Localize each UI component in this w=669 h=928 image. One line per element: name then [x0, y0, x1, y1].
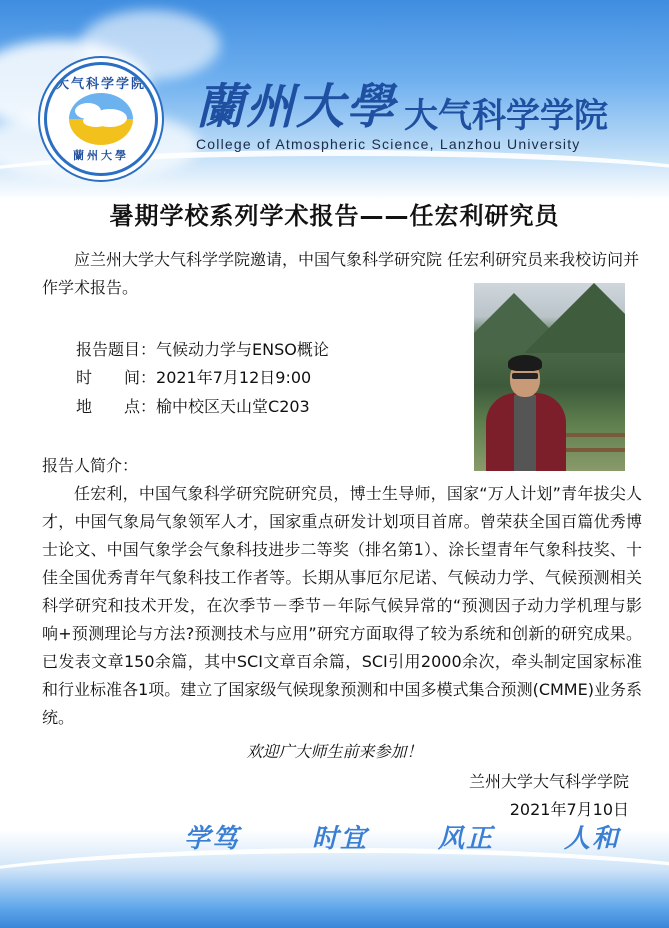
university-seal-logo [44, 62, 158, 176]
info-time-label: 时 间： [76, 368, 157, 387]
motto-3: 风正 [438, 824, 495, 854]
motto-4: 人和 [564, 824, 621, 854]
page-title: 暑期学校系列学术报告——任宏利研究员 [109, 202, 560, 230]
info-topic-value: 气候动力学与ENSO概论 [156, 340, 329, 359]
bio-heading: 报告人简介： [42, 456, 139, 475]
signature-date: 2021年7月10日 [509, 800, 629, 819]
logo-emblem-icon [69, 93, 133, 145]
info-location-label: 地 点： [76, 397, 157, 416]
logo-top-text: 大气科学学院 [55, 77, 146, 92]
speaker-photo [474, 283, 625, 471]
railing [562, 448, 625, 452]
signature-org: 兰州大学大气科学学院 [468, 772, 629, 791]
info-topic [76, 336, 456, 364]
railing [562, 433, 625, 437]
english-college-name: College of Atmospheric Science, Lanzhou University [196, 136, 581, 152]
footer-swoosh [0, 848, 669, 928]
info-topic-label: 报告题目： [76, 340, 157, 359]
bio-paragraph: 任宏利，中国气象科学研究院研究员，博士生导师，国家“万人计划”青年拔尖人才，中国气象局气象领军人才，国家重点研发计划项目首席。曾荣获全国百篇优秀博士论文、中国气象学会气象科技进步二等奖（排名第1）、涂长望青年气象科技奖、十佳全国优秀青年气象科技工作者等。长期从事厄尔尼诺、气候动力学、气候预测相关科学研究和技术开发，在次季节－季节－年际气候异常的“预测因子动力学机理与影响+预测理论与方法?预测技术与应用”研究方面取得了较为系统和创新的研究成果。已发表文章150余篇，其中SCI文章百余篇，SCI引用2000余次，牵头制定国家标准和行业标准各1项。建立了国家级气候现象预测和中国多模式集合预测(CMME)业务系统。 [42, 484, 642, 727]
welcome-message: 欢迎广大师生前来参加！ [246, 742, 423, 761]
info-location-value: 榆中校区天山堂C203 [156, 397, 310, 416]
college-name: 大气科学学院 [404, 96, 609, 136]
brand-title [196, 68, 609, 136]
motto-1: 学笃 [184, 824, 241, 854]
intro-paragraph: 应兰州大学大气科学学院邀请，中国气象科学研究院 任宏利研究员来我校访问并作学术报告。 [42, 250, 640, 297]
university-name: 蘭州大學 [196, 79, 397, 135]
speaker-glasses [512, 373, 538, 379]
info-location [76, 393, 456, 421]
info-time-value: 2021年7月12日9:00 [156, 368, 312, 387]
motto-2: 时宜 [312, 824, 369, 854]
logo-bottom-text: 蘭州大學 [73, 149, 129, 162]
info-time [76, 364, 456, 392]
